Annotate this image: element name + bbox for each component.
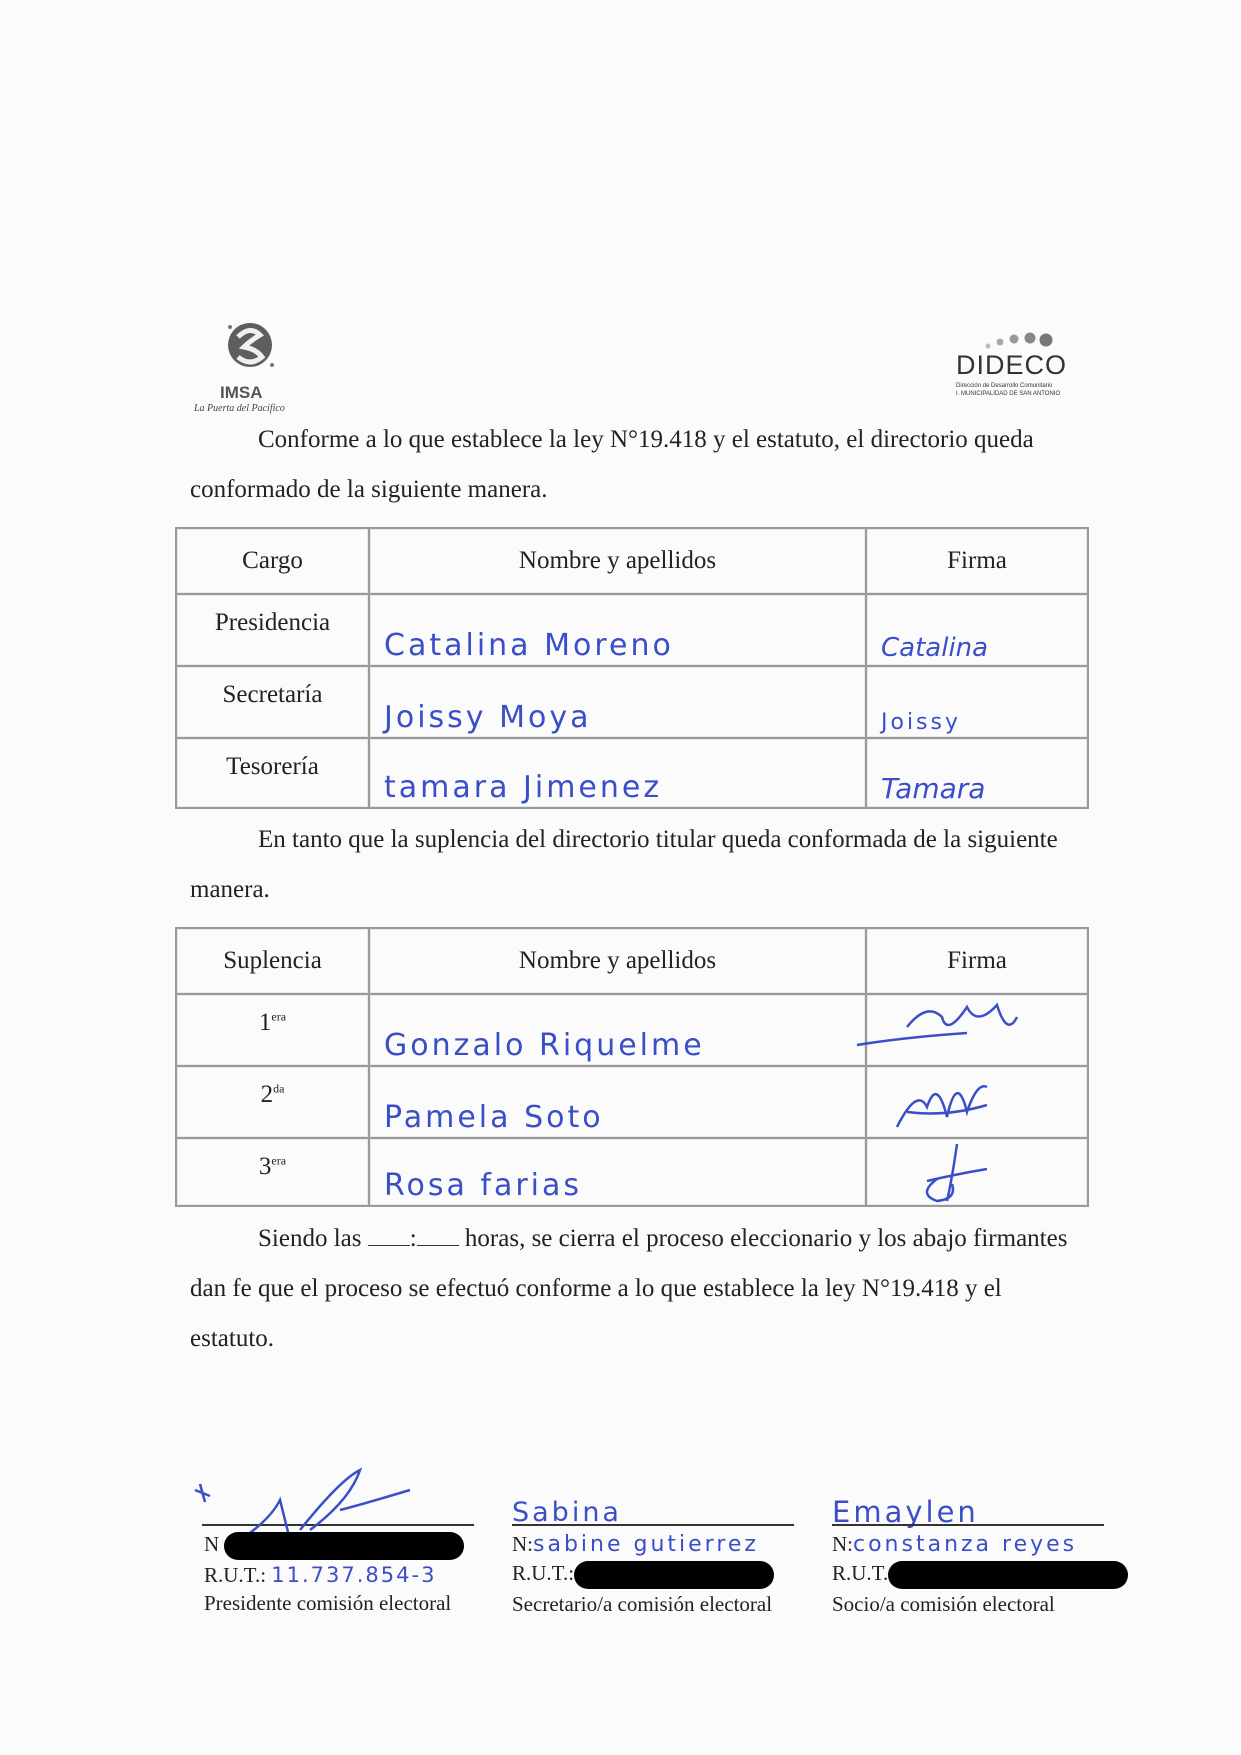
signature-cell: [866, 994, 1088, 1066]
signature-cell: [866, 1066, 1088, 1138]
intro-paragraph: Conforme a lo que establece la ley N°19.418 y el estatuto, el directorio queda conformado de la siguiente manera.: [190, 426, 1034, 503]
header-firma: Firma: [866, 528, 1088, 594]
suplencia-paragraph: En tanto que la suplencia del directorio titular queda conformada de la siguiente manera.: [190, 826, 1058, 903]
cargo-label: Presidencia: [176, 594, 369, 666]
signature-line: [832, 1524, 1104, 1526]
imsa-logo: [190, 305, 310, 415]
handwritten-name: Gonzalo Riquelme: [384, 1028, 705, 1063]
signature-scribble-icon: [897, 1139, 1057, 1207]
handwritten-name: tamara Jimenez: [384, 770, 663, 805]
table-header-row: [176, 528, 1088, 594]
signature-block-president: [204, 1531, 464, 1616]
table-row: [176, 738, 1088, 808]
imsa-emblem-icon: [190, 305, 310, 385]
directorio-table: [175, 527, 1089, 809]
handwritten-name: sabine gutierrez: [533, 1532, 759, 1557]
signature-cell: [866, 594, 1088, 666]
handwritten-name: Catalina Moreno: [384, 628, 674, 663]
dideco-name: DIDECO: [956, 350, 1068, 380]
signature-scribble: Tamara: [881, 772, 986, 805]
n-row: N: [204, 1531, 464, 1560]
handwritten-name: Rosa farias: [384, 1168, 583, 1203]
suplencia-number: $2^{da}$: [176, 1066, 369, 1138]
redacted-rut: [888, 1561, 1128, 1589]
cargo-label: Tesorería: [176, 738, 369, 808]
minute-field[interactable]: [417, 1223, 459, 1246]
closing-paragraph: Siendo las : horas, se cierra el proceso eleccionario y los abajo firmantes dan fe que el proceso se efectuó conforme a lo que establece la ley N°19.418 y el estatuto.: [190, 1225, 1068, 1352]
role-label: Presidente comisión electoral: [204, 1591, 452, 1616]
name-cell: [369, 1138, 866, 1206]
hour-field[interactable]: [368, 1223, 410, 1246]
name-cell: [369, 994, 866, 1066]
handwritten-name: constanza reyes: [853, 1532, 1078, 1557]
redacted-rut: [574, 1561, 774, 1589]
handwritten-name: Joissy Moya: [384, 700, 592, 735]
redacted-name: [224, 1532, 464, 1560]
header-nombre: Nombre y apellidos: [369, 528, 866, 594]
top-handwritten: Emaylen: [832, 1495, 979, 1529]
signature-line: [512, 1524, 794, 1526]
name-cell: [369, 1066, 866, 1138]
name-cell: [369, 738, 866, 808]
role-label: Socio/a comisión electoral: [832, 1592, 1055, 1617]
header-cargo: Cargo: [176, 528, 369, 594]
table-row: [176, 1138, 1088, 1206]
handwritten-name: Pamela Soto: [384, 1100, 604, 1135]
signature-scribble-icon: [847, 997, 1057, 1067]
header-suplencia: Suplencia: [176, 928, 369, 994]
signature-block-secretary: [512, 1531, 774, 1617]
dots-decoration-icon: [978, 328, 1078, 352]
table-row: [176, 666, 1088, 738]
imsa-name: IMSA: [220, 383, 263, 402]
header-nombre: Nombre y apellidos: [369, 928, 866, 994]
imsa-tagline: La Puerta del Pacífico: [194, 403, 285, 414]
rut-row: R.U.T.: [832, 1560, 1128, 1589]
dideco-logo: [950, 328, 1080, 408]
signature-scribble: Joissy: [881, 710, 962, 735]
suplencia-number: $3^{era}$: [176, 1138, 369, 1206]
name-cell: [369, 594, 866, 666]
signature-cell: [866, 738, 1088, 808]
signature-scribble-icon: [877, 1067, 1037, 1137]
cargo-label: Secretaría: [176, 666, 369, 738]
header-firma: Firma: [866, 928, 1088, 994]
n-row: N:sabine gutierrez: [512, 1532, 759, 1557]
signature-cell: [866, 666, 1088, 738]
rut-row: R.U.T.:: [512, 1560, 774, 1589]
rut-row: R.U.T.: 11.737.854-3: [204, 1563, 437, 1588]
n-row: N:constanza reyes: [832, 1532, 1078, 1557]
suplencia-table: [175, 927, 1089, 1207]
table-row: [176, 1066, 1088, 1138]
table-header-row: [176, 928, 1088, 994]
dideco-subtitle-1: Dirección de Desarrollo Comunitario: [956, 383, 1053, 389]
signature-cell: [866, 1138, 1088, 1206]
suplencia-number: $1^{era}$: [176, 994, 369, 1066]
dideco-subtitle-2: I. MUNICIPALIDAD DE SAN ANTONIO: [956, 391, 1061, 397]
top-handwritten: Sabina: [512, 1497, 622, 1528]
table-row: [176, 594, 1088, 666]
role-label: Secretario/a comisión electoral: [512, 1592, 773, 1617]
rut-handwritten: 11.737.854-3: [271, 1563, 437, 1588]
name-cell: [369, 666, 866, 738]
table-row: [176, 994, 1088, 1066]
signature-block-member: [832, 1531, 1128, 1617]
signature-scribble: Catalina: [881, 633, 989, 663]
